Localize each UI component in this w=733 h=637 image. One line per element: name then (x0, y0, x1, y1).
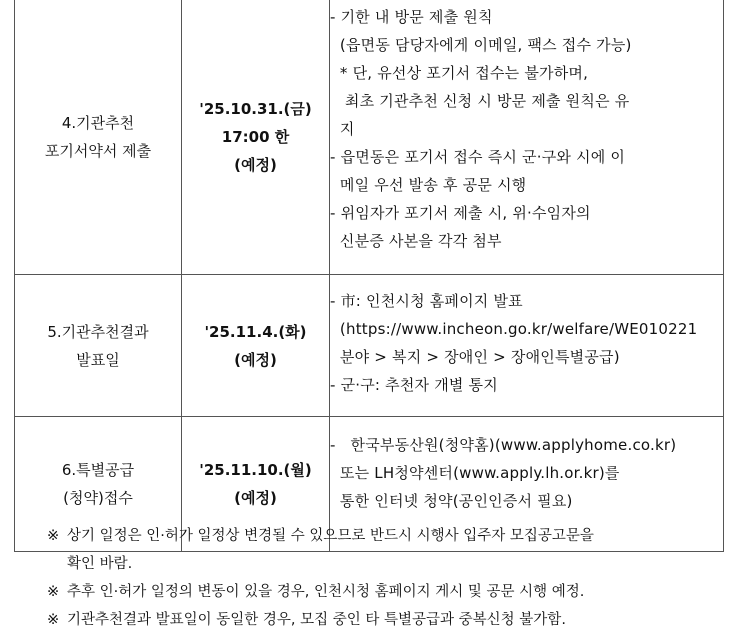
note-item (47, 522, 727, 578)
note-line: 확인 바람. (67, 556, 133, 572)
desc-line: - 군·구: 추천자 개별 통지 (330, 376, 498, 394)
note-mark: ※ (47, 612, 60, 628)
desc-line: - 기한 내 방문 제출 원칙 (330, 8, 493, 26)
note-item (47, 578, 727, 606)
date-text: '25.11.4.(화) (204, 322, 307, 341)
date-cell (182, 0, 330, 275)
desc-line: - 市: 인천시청 홈페이지 발표 (330, 292, 523, 310)
date-text: (예정) (234, 155, 277, 174)
desc-cell (330, 0, 724, 275)
desc-line: 최초 기관추천 신청 시 방문 제출 원칙은 유 (330, 92, 630, 110)
date-text: '25.11.10.(월) (199, 461, 312, 479)
note-mark: ※ (47, 584, 60, 600)
date-text: 17:00 한 (221, 127, 290, 146)
step-cell (15, 0, 182, 275)
desc-line: * 단, 유선상 포기서 접수는 불가하며, (330, 64, 589, 82)
note-mark: ※ (47, 528, 60, 544)
desc-line: 신분증 사본을 각각 첨부 (330, 232, 502, 250)
desc-line: 분야 > 복지 > 장애인 > 장애인특별공급) (330, 348, 620, 366)
date-cell (182, 275, 330, 417)
desc-line: 통한 인터넷 청약(공인인증서 필요) (330, 492, 573, 510)
step-label: 4.기관추천 (61, 113, 135, 132)
step-label: 발표일 (76, 350, 120, 369)
desc-cell (330, 275, 724, 417)
note-line: 기관추천결과 발표일이 동일한 경우, 모집 중인 타 특별공급과 중복신청 불가함. (67, 612, 566, 628)
step-label: 6.특별공급 (61, 461, 135, 479)
date-text: (예정) (234, 350, 277, 369)
step-cell (15, 275, 182, 417)
note-line: 상기 일정은 인·허가 일정상 변경될 수 있으므로 반드시 시행사 입주자 모집공고문을 (67, 528, 594, 544)
step-label: 5.기관추천결과 (47, 322, 149, 341)
date-text: (예정) (234, 489, 277, 507)
schedule-table (14, 0, 724, 552)
desc-line: (읍면동 담당자에게 이메일, 팩스 접수 가능) (330, 36, 632, 54)
date-text: '25.10.31.(금) (199, 99, 312, 118)
step-label: 포기서약서 제출 (44, 141, 152, 160)
desc-line: 또는 LH청약센터(www.apply.lh.or.kr)를 (330, 464, 620, 482)
desc-line: - 위임자가 포기서 제출 시, 위·수임자의 (330, 204, 591, 222)
note-item (47, 606, 727, 634)
table-row (15, 0, 724, 275)
table-row (15, 275, 724, 417)
desc-line: 메일 우선 발송 후 공문 시행 (330, 176, 527, 194)
desc-line: (https://www.incheon.go.kr/welfare/WE010221 (330, 320, 698, 338)
step-label: (청약)접수 (63, 489, 133, 507)
notes-section (47, 522, 727, 634)
desc-line: - 한국부동산원(청약홈)(www.applyhome.co.kr) (330, 436, 677, 454)
desc-line: 지 (330, 120, 355, 138)
desc-line: - 읍면동은 포기서 접수 즉시 군·구와 시에 이 (330, 148, 626, 166)
note-line: 추후 인·허가 일정의 변동이 있을 경우, 인천시청 홈페이지 게시 및 공문 시행 예정. (67, 584, 585, 600)
